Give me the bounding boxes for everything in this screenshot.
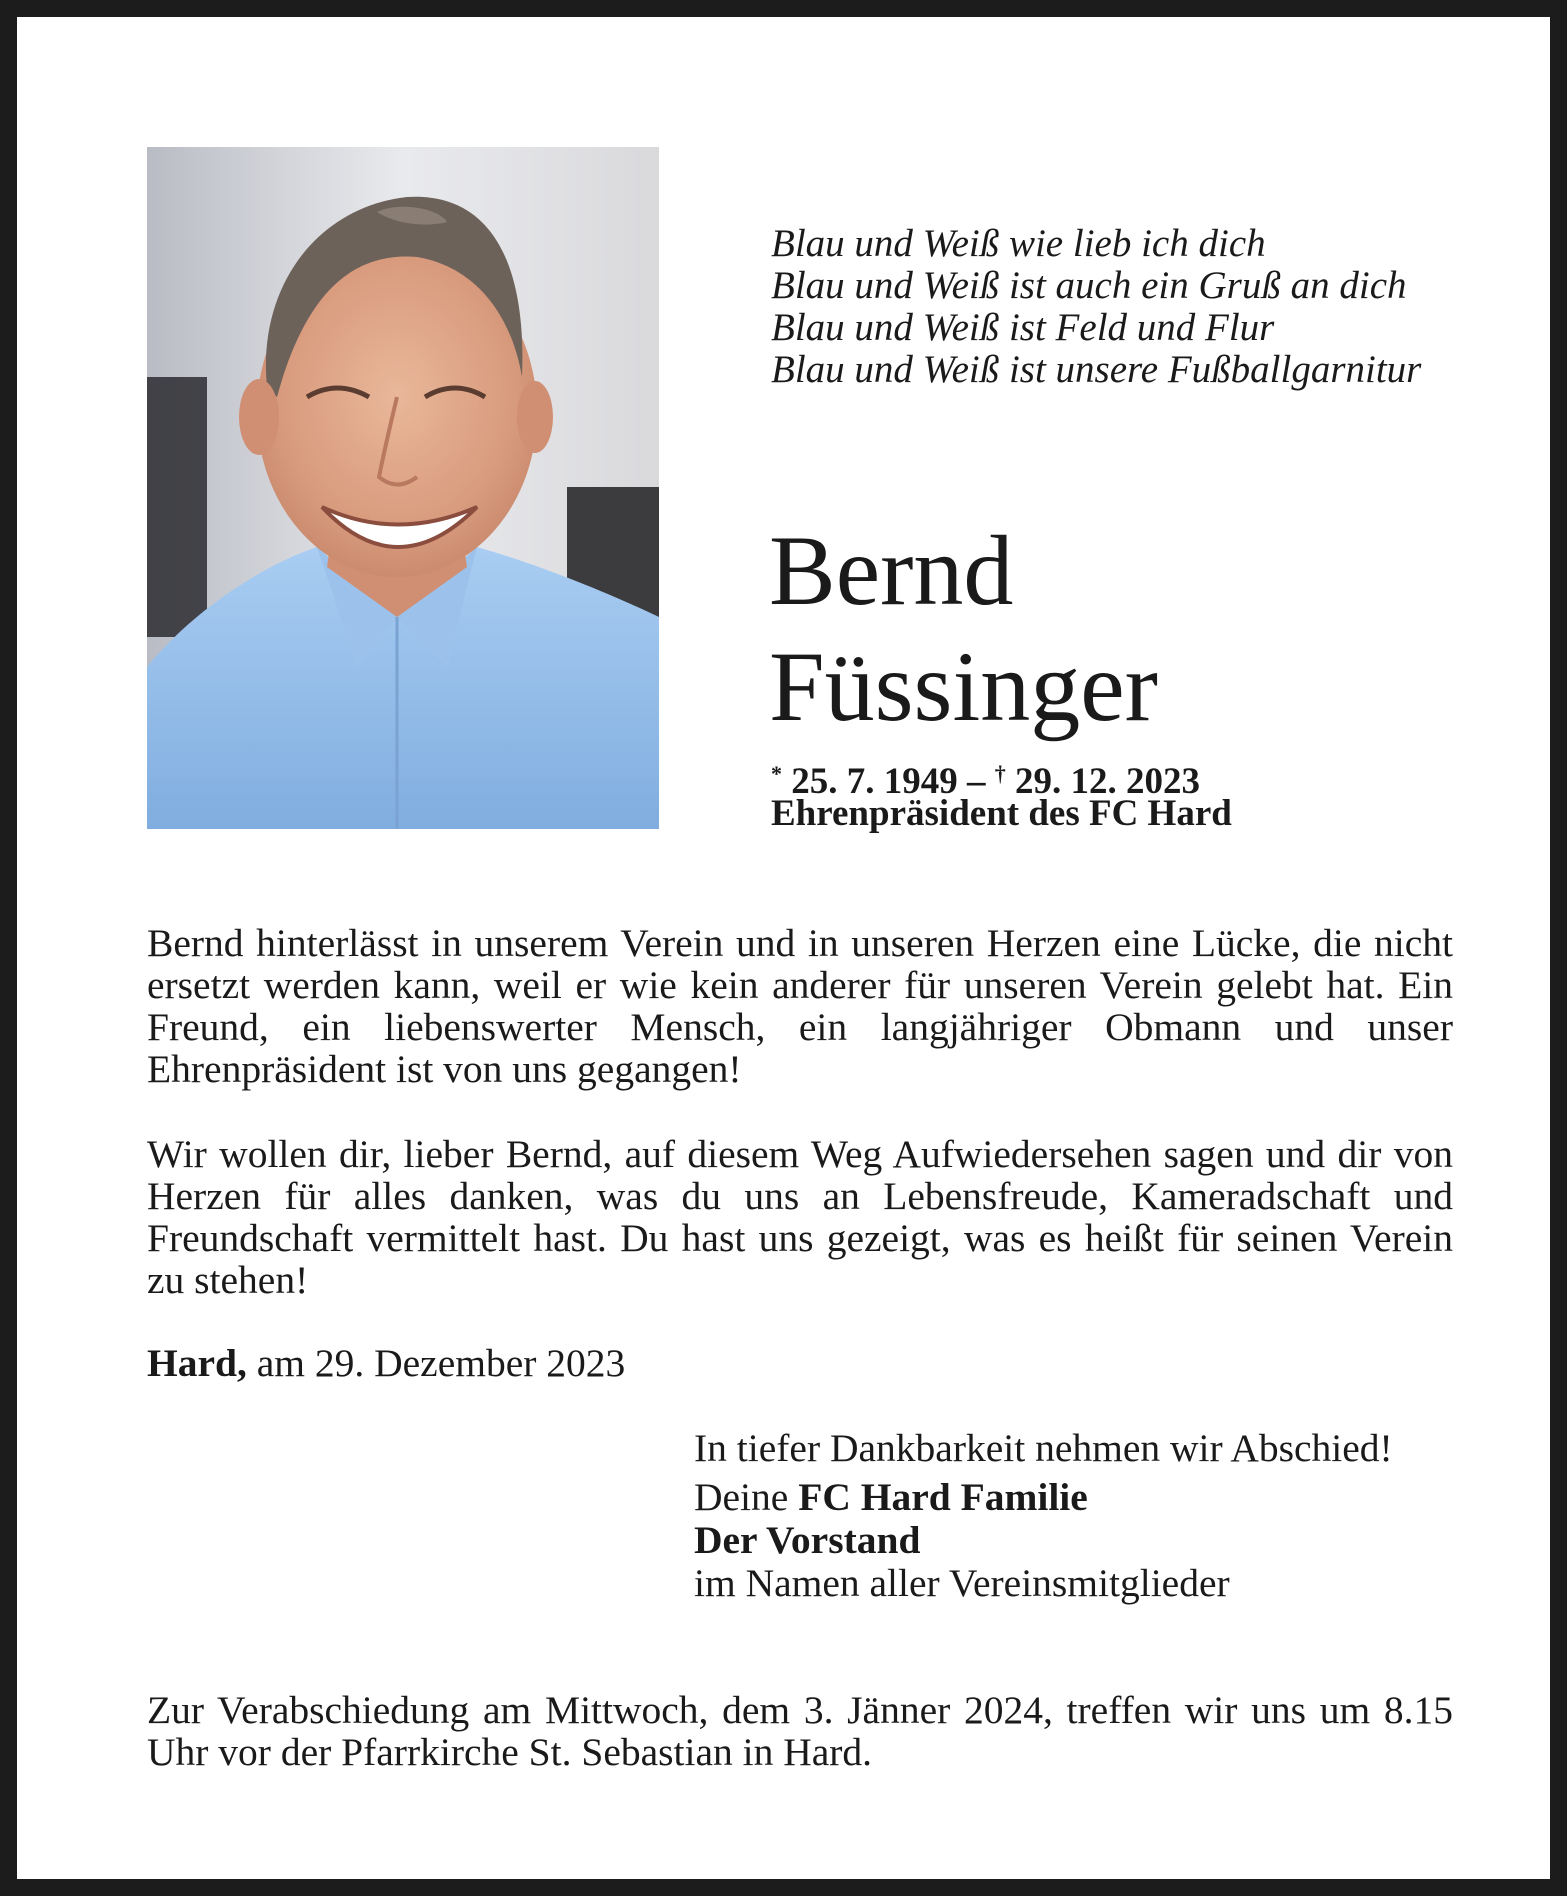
- paragraph-tribute: Bernd hinterlässt in unserem Verein und in unseren Herzen eine Lücke, die nicht ersetzt werden kann, weil er wie kein anderer für unseren Verein gelebt hat. Ein Freund, ein liebenswerter Mensch, ein langjähriger Obmann und unser Ehrenpräsident ist von uns gegangen!: [147, 921, 1453, 1091]
- board-name: Der Vorstand: [694, 1518, 921, 1562]
- members-line: im Namen aller Vereinsmitglieder: [694, 1561, 1230, 1605]
- board-line: [694, 1519, 1393, 1562]
- deine-word: Deine: [694, 1475, 789, 1519]
- first-name: Bernd: [769, 515, 1014, 626]
- last-name: Füssinger: [769, 631, 1158, 742]
- poem-line-3: Blau und Weiß ist Feld und Flur: [771, 306, 1275, 349]
- place-name: Hard,: [147, 1341, 247, 1385]
- portrait-image: [147, 147, 659, 829]
- poem: [771, 223, 1471, 391]
- family-line: [694, 1476, 1393, 1519]
- portrait-photo: [147, 147, 659, 829]
- paragraph-farewell: Wir wollen dir, lieber Bernd, auf diesem Weg Aufwiedersehen sagen und dir von Herzen für alles danken, was du uns an Lebensfreude, Kameradschaft und Freundschaft vermittelt hast. Du hast uns gezeigt, was es heißt für seinen Verein zu stehen!: [147, 1132, 1453, 1302]
- notice-date: am 29. Dezember 2023: [256, 1341, 626, 1385]
- poem-line-2: Blau und Weiß ist auch ein Gruß an dich: [771, 264, 1407, 307]
- paragraph-service: Zur Verabschiedung am Mittwoch, dem 3. Jänner 2024, treffen wir uns um 8.15 Uhr vor der Pfarrkirche St. Sebastian in Hard.: [147, 1688, 1453, 1774]
- deceased-title: Ehrenpräsident des FC Hard: [771, 793, 1232, 834]
- place-date: [147, 1342, 625, 1384]
- deceased-name: [769, 513, 1158, 745]
- birth-symbol: *: [771, 761, 782, 786]
- date-separator: –: [967, 761, 986, 802]
- poem-line-1: Blau und Weiß wie lieb ich dich: [771, 222, 1266, 265]
- death-date: 29. 12. 2023: [1015, 761, 1200, 802]
- birth-date: 25. 7. 1949: [791, 761, 958, 802]
- farewell-line: In tiefer Dankbarkeit nehmen wir Abschied!: [694, 1426, 1393, 1470]
- family-name: FC Hard Familie: [798, 1475, 1088, 1519]
- closing-signature: [694, 1427, 1393, 1605]
- poem-line-4: Blau und Weiß ist unsere Fußballgarnitur: [771, 348, 1422, 391]
- death-symbol: †: [994, 761, 1006, 786]
